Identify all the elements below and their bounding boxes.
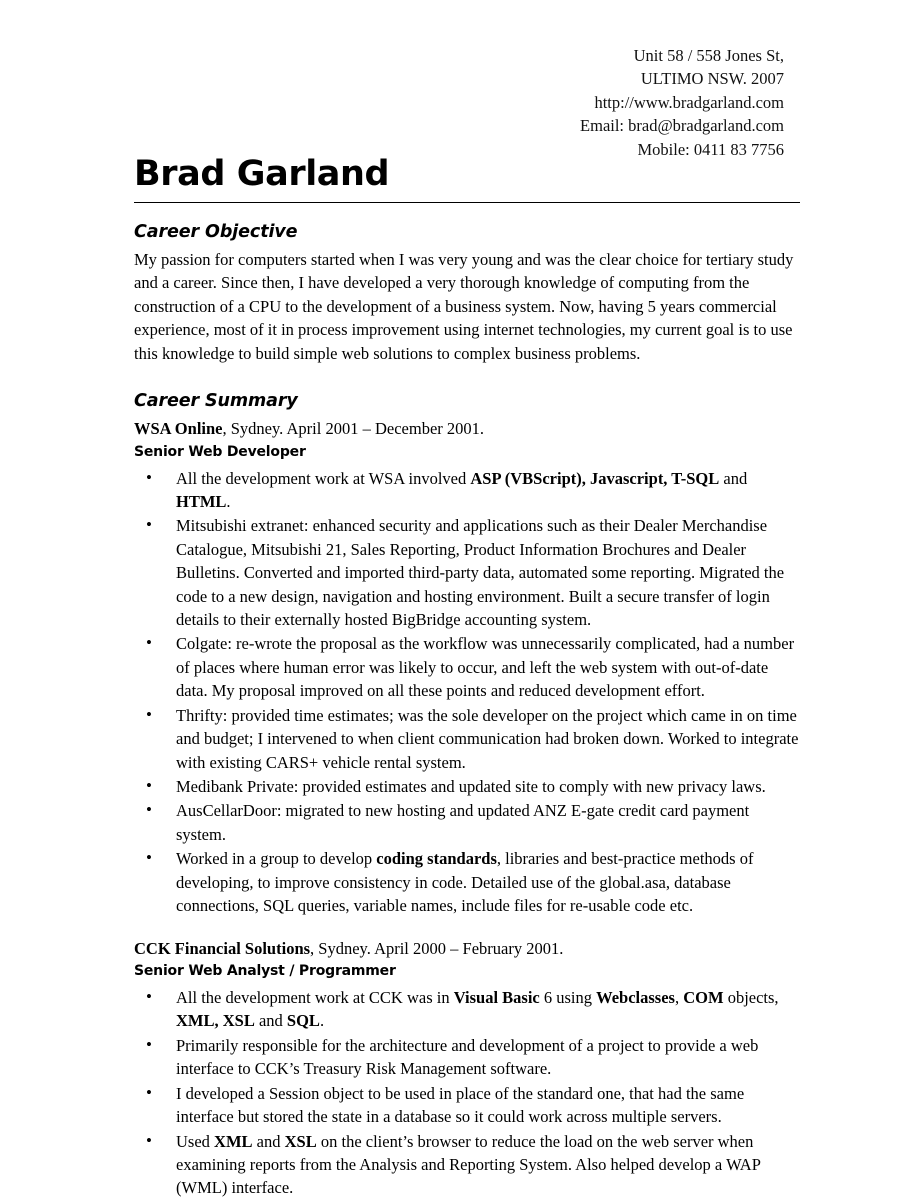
list-item: • Colgate: re-wrote the proposal as the workflow was unnecessarily complicated, had a number of places where human error was likely to occur, and left the web system with out-of-date data. My proposal improved on all these points and reduced development effort. bbox=[134, 632, 800, 702]
list-item: • All the development work at WSA involved ASP (VBScript), Javascript, T-SQL and HTML. bbox=[134, 467, 800, 514]
career-objective-text: My passion for computers started when I was very young and was the clear choice for tertiary study and a career. Since then, I have developed a very thorough knowledge of computing from the construction of a CPU to the development of a business system. Now, having 5 years commercial experience, most of it in process improvement using internet technologies, my current goal is to use this knowledge to build simple web solutions to complex business problems. bbox=[134, 250, 794, 363]
job-bullet-list bbox=[134, 986, 800, 1200]
list-item: • I developed a Session object to be used in place of the standard one, that had the same interface but stored the state in a database so it could work across multiple servers. bbox=[134, 1082, 800, 1129]
job-company-meta: , Sydney. April 2001 – December 2001. bbox=[222, 419, 485, 439]
spacer bbox=[134, 365, 800, 391]
spacer bbox=[134, 919, 800, 935]
list-item: • Mitsubishi extranet: enhanced security and applications such as their Dealer Merchandise Catalogue, Mitsubishi 21, Sales Reporting, Product Information Brochures and Dealer Bulletins. Converted and imported third-party data, automated some reporting. Migrated the code to a new design, navigation and hosting environment. Built a secure transfer of login details to their externally hosted BigBridge accounting system. bbox=[134, 514, 800, 631]
contact-line-mobile: Mobile: 0411 83 7756 bbox=[637, 139, 784, 159]
name-header bbox=[134, 155, 800, 203]
page-title: Brad Garland bbox=[134, 154, 390, 194]
list-item: • Used XML and XSL on the client’s browser to reduce the load on the web server when examining reports from the Analysis and Reporting System. Also helped develop a WAP (WML) interface. bbox=[134, 1130, 800, 1200]
resume-body bbox=[134, 222, 800, 1201]
contact-line-email: Email: brad@bradgarland.com bbox=[580, 116, 784, 136]
contact-line-address2: ULTIMO NSW. 2007 bbox=[640, 69, 784, 89]
job-company-name: CCK Financial Solutions bbox=[134, 938, 311, 958]
header-divider bbox=[134, 202, 800, 203]
job-company-meta: , Sydney. April 2000 – February 2001. bbox=[310, 938, 564, 958]
contact-line-website: http://www.bradgarland.com bbox=[594, 92, 784, 112]
list-item: • Primarily responsible for the architecture and development of a project to provide a web interface to CCK’s Treasury Risk Management software. bbox=[134, 1034, 800, 1081]
list-item: • Medibank Private: provided estimates and updated site to comply with new privacy laws. bbox=[134, 775, 800, 798]
list-item: • Thrifty: provided time estimates; was the sole developer on the project which came in on time and budget; I intervened to when client communication had broken down. Worked to integrate with existing CARS+ vehicle rental system. bbox=[134, 704, 800, 774]
list-item: • AusCellarDoor: migrated to new hosting and updated ANZ E-gate credit card payment system. bbox=[134, 799, 800, 846]
job-entry-wsa bbox=[134, 417, 800, 917]
list-item: • Worked in a group to develop coding standards, libraries and best-practice methods of developing, to improve consistency in code. Detailed use of the global.asa, database connections, SQL queries, variable names, include files for re-usable code etc. bbox=[134, 847, 800, 917]
contact-line-address1: Unit 58 / 558 Jones St, bbox=[633, 46, 784, 65]
job-company-line bbox=[134, 417, 800, 440]
job-entry-cck bbox=[134, 937, 800, 1200]
job-company-name: WSA Online bbox=[134, 419, 223, 439]
list-item: • All the development work at CCK was in Visual Basic 6 using Webclasses, COM objects, XML, XSL and SQL. bbox=[134, 986, 800, 1033]
job-role-title: Senior Web Analyst / Programmer bbox=[134, 962, 396, 979]
section-heading-career-summary: Career Summary bbox=[134, 391, 298, 412]
contact-block bbox=[580, 44, 784, 161]
job-company-line bbox=[134, 937, 800, 960]
section-heading-career-objective: Career Objective bbox=[134, 222, 298, 242]
job-bullet-list bbox=[134, 467, 800, 918]
job-role-title: Senior Web Developer bbox=[134, 443, 306, 460]
